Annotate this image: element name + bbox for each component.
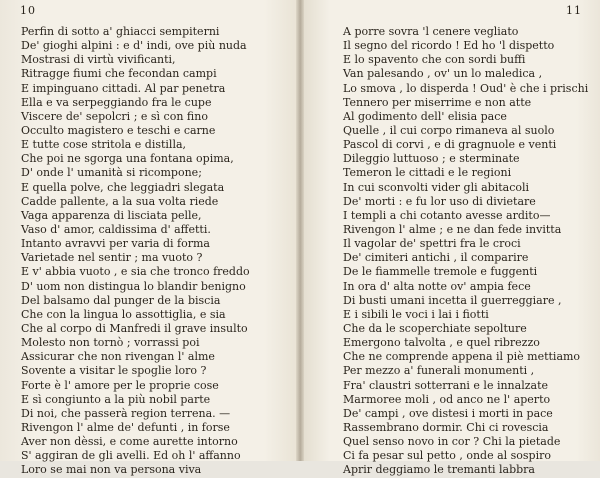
- verse-line: De' morti : e fu lor uso di divietare: [343, 194, 536, 208]
- verse-line: Viscere de' sepolcri ; e sì con fino: [21, 109, 208, 123]
- verse-line: I templi a chi cotanto avesse ardito—: [343, 208, 551, 222]
- verse-line: Occulto magistero e teschi e carne: [21, 123, 216, 137]
- verse-line: Che ne comprende appena il piè mettiamo: [343, 350, 581, 364]
- verse-line: Van palesando , ov' un lo maledica ,: [343, 67, 543, 81]
- verse-line: Del balsamo dal punger de la biscia: [21, 293, 221, 307]
- verse-line: E sì congiunto a la più nobil parte: [21, 392, 211, 406]
- page-number-left: 10: [20, 4, 36, 17]
- verse-line: De' gioghi alpini : e d' indi, ove più nuda: [21, 39, 247, 53]
- verse-line: Che da le scoperchiate sepolture: [343, 321, 527, 335]
- verse-line: E quella polve, che leggiadri slegata: [21, 180, 225, 194]
- verse-line: Fra' claustri sotterrani e le innalzate: [343, 378, 548, 392]
- verse-line: Dileggio luttuoso ; e sterminate: [343, 152, 520, 166]
- verse-line: In cui sconvolti vider gli abitacoli: [343, 180, 530, 194]
- verse-line: Il vagolar de' spettri fra le croci: [343, 237, 521, 251]
- left-page-text: [21, 25, 250, 478]
- verse-line: Rivengon l' alme de' defunti , in forse: [21, 420, 230, 434]
- right-page: [300, 0, 600, 477]
- verse-line: Cadde pallente, a la sua volta riede: [21, 194, 219, 208]
- verse-line: Quel senso novo in cor ? Chi la pietade: [343, 435, 561, 449]
- verse-line: E lo spavento che con sordi buffi: [343, 53, 526, 67]
- page-number-right: 11: [566, 4, 582, 17]
- verse-line: Mostrasi di virtù vivificanti,: [21, 53, 176, 67]
- verse-line: E v' abbia vuoto , e sia che tronco freddo: [21, 265, 250, 279]
- verse-line: Molesto non tornò ; vorrassi poi: [21, 336, 200, 350]
- verse-line: Assicurar che non rivengan l' alme: [21, 350, 215, 364]
- verse-line: Di noi, che passerà region terrena. —: [21, 406, 231, 420]
- verse-line: S' aggiran de gli avelli. Ed oh l' affanno: [21, 449, 241, 463]
- verse-line: Loro se mai non va persona viva: [21, 463, 202, 477]
- verse-line: E impinguano cittadi. Al par penetra: [21, 81, 226, 95]
- verse-line: Varietade nel sentir ; ma vuoto ?: [21, 251, 203, 265]
- left-page: [0, 0, 300, 477]
- verse-line: Emergono talvolta , e quel ribrezzo: [343, 336, 540, 350]
- verse-line: Che con la lingua lo assottiglia, e sia: [21, 307, 226, 321]
- verse-line: D' onde l' umanità si ricompone;: [21, 166, 202, 180]
- verse-line: De' campi , ove distesi i morti in pace: [343, 406, 553, 420]
- verse-line: Vaga apparenza di lisciata pelle,: [21, 208, 202, 222]
- verse-line: Perfin di sotto a' ghiacci sempiterni: [21, 25, 220, 38]
- verse-line: E i sibili le voci i lai i fiotti: [343, 307, 489, 321]
- verse-line: In ora d' alta notte ov' ampia fece: [343, 279, 531, 293]
- verse-line: Al godimento dell' elisia pace: [343, 109, 507, 123]
- verse-line: Ella e va serpeggiando fra le cupe: [21, 95, 212, 109]
- right-page-text: [343, 25, 588, 478]
- verse-line: Che al corpo di Manfredi il grave insulto: [21, 321, 248, 335]
- verse-line: Forte è l' amore per le proprie cose: [21, 378, 219, 392]
- verse-line: D' uom non distingua lo blandir benigno: [21, 279, 246, 293]
- verse-line: Rivengon l' alme ; e ne dan fede invitta: [343, 222, 562, 236]
- verse-line: Marmoree moli , od anco ne l' aperto: [343, 392, 551, 406]
- verse-line: Rassembrano dormir. Chi ci rovescia: [343, 420, 549, 434]
- book-gutter: [296, 0, 304, 461]
- verse-line: Che poi ne sgorga una fontana opima,: [21, 152, 234, 166]
- verse-line: E tutte cose stritola e distilla,: [21, 138, 187, 152]
- verse-line: Il segno del ricordo ! Ed ho 'l dispetto: [343, 39, 555, 53]
- verse-line: De le fiammelle tremole e fuggenti: [343, 265, 538, 279]
- verse-line: A porre sovra 'l cenere vegliato: [343, 25, 519, 38]
- verse-line: Ritragge fiumi che fecondan campi: [21, 67, 217, 81]
- verse-line: Aprir deggiamo le tremanti labbra: [343, 463, 535, 477]
- verse-line: Lo smova , lo disperda ! Oud' è che i prischi: [343, 81, 589, 95]
- verse-line: Quelle , il cui corpo rimaneva al suolo: [343, 123, 555, 137]
- verse-line: Di busti umani incetta il guerreggiare ,: [343, 293, 562, 307]
- verse-line: Tennero per miserrime e non atte: [343, 95, 532, 109]
- verse-line: Ci fa pesar sul petto , onde al sospiro: [343, 449, 551, 463]
- verse-line: De' cimiteri antichi , il comparire: [343, 251, 529, 265]
- verse-line: Per mezzo a' funerali monumenti ,: [343, 364, 535, 378]
- verse-line: Aver non dèssi, e come aurette intorno: [21, 435, 238, 449]
- verse-line: Temeron le cittadi e le regioni: [343, 166, 512, 180]
- verse-line: Vaso d' amor, caldissima d' affetti.: [21, 222, 211, 236]
- verse-line: Pascol di corvi , e di gragnuole e venti: [343, 138, 557, 152]
- verse-line: Intanto avravvi per varia di forma: [21, 237, 210, 251]
- verse-line: Sovente a visitar le spoglie loro ?: [21, 364, 207, 378]
